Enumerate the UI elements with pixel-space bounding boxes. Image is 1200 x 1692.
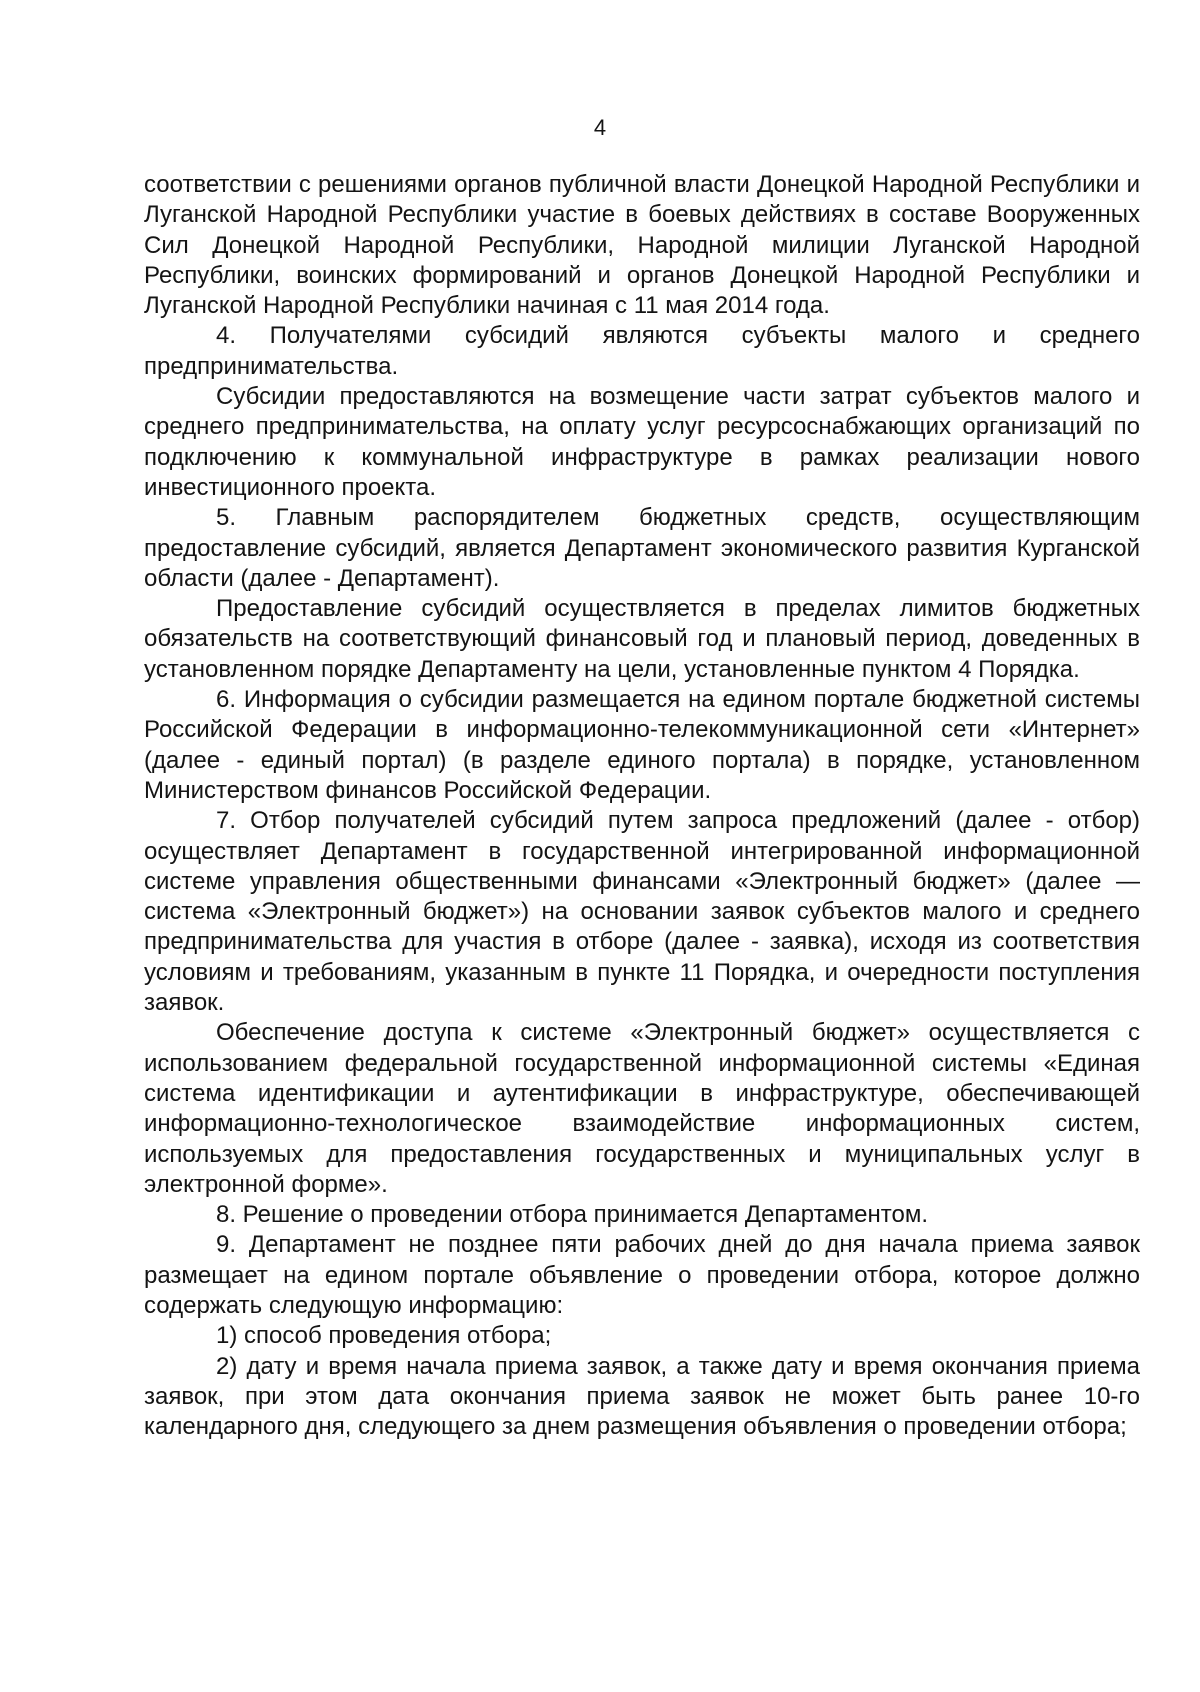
paragraph-item-7: 7. Отбор получателей субсидий путем запроса предложений (далее - отбор) осуществляет Департамент в государственной интегрированной информационной системе управления общественными финансами «Электронный бюджет» (далее — система «Электронный бюджет») на основании заявок субъектов малого и среднего предпринимательства для участия в отборе (далее - заявка), исходя из соответствия условиям и требованиям, указанным в пункте 11 Порядка, и очередности поступления заявок. xyxy=(144,807,1140,1017)
paragraph-item-4: 4. Получателями субсидий являются субъекты малого и среднего предпринимательства. xyxy=(144,322,1140,380)
paragraph-subsidy-purpose: Субсидии предоставляются на возмещение части затрат субъектов малого и среднего предпринимательства, на оплату услуг ресурсоснабжающих организаций по подключению к коммунальной инфраструктуре в рамках реализации нового инвестиционного проекта. xyxy=(144,383,1140,501)
paragraph-budget-limits: Предоставление субсидий осуществляется в пределах лимитов бюджетных обязательств на соответствующий финансовый год и плановый период, доведенных в установленном порядке Департаменту на цели, установленные пунктом 4 Порядка. xyxy=(144,595,1140,683)
document-body xyxy=(144,170,1140,1442)
paragraph-item-6: 6. Информация о субсидии размещается на едином портале бюджетной системы Российской Федерации в информационно-телекоммуникационной сети «Интернет» (далее - единый портал) (в разделе единого портала) в порядке, установленном Министерством финансов Российской Федерации. xyxy=(144,686,1140,804)
paragraph-continuation: соответствии с решениями органов публичной власти Донецкой Народной Республики и Луганской Народной Республики участие в боевых действиях в составе Вооруженных Сил Донецкой Народной Республики, Народной милиции Луганской Народной Республики, воинских формирований и органов Донецкой Народной Республики и Луганской Народной Республики начиная с 11 мая 2014 года. xyxy=(144,171,1140,320)
list-item-1: 1) способ проведения отбора; xyxy=(216,1322,552,1350)
list-item-2: 2) дату и время начала приема заявок, а также дату и время окончания приема заявок, при этом дата окончания приема заявок не может быть ранее 10-го календарного дня, следующего за днем размещения объявления о проведении отбора; xyxy=(144,1352,1140,1441)
paragraph-item-5: 5. Главным распорядителем бюджетных средств, осуществляющим предоставление субсидий, является Департамент экономического развития Курганской области (далее - Департамент). xyxy=(144,504,1140,592)
paragraph-item-8: 8. Решение о проведении отбора принимается Департаментом. xyxy=(216,1201,928,1229)
page-number: 4 xyxy=(593,115,607,140)
paragraph-access-system: Обеспечение доступа к системе «Электронный бюджет» осуществляется с использованием федеральной государственной информационной системы «Единая система идентификации и аутентификации в инфраструктуре, обеспечивающей информационно-технологическое взаимодействие информационных систем, используемых для предоставления государственных и муниципальных услуг в электронной форме». xyxy=(144,1019,1140,1198)
paragraph-item-9: 9. Департамент не позднее пяти рабочих дней до дня начала приема заявок размещает на едином портале объявление о проведении отбора, которое должно содержать следующую информацию: xyxy=(144,1231,1140,1319)
